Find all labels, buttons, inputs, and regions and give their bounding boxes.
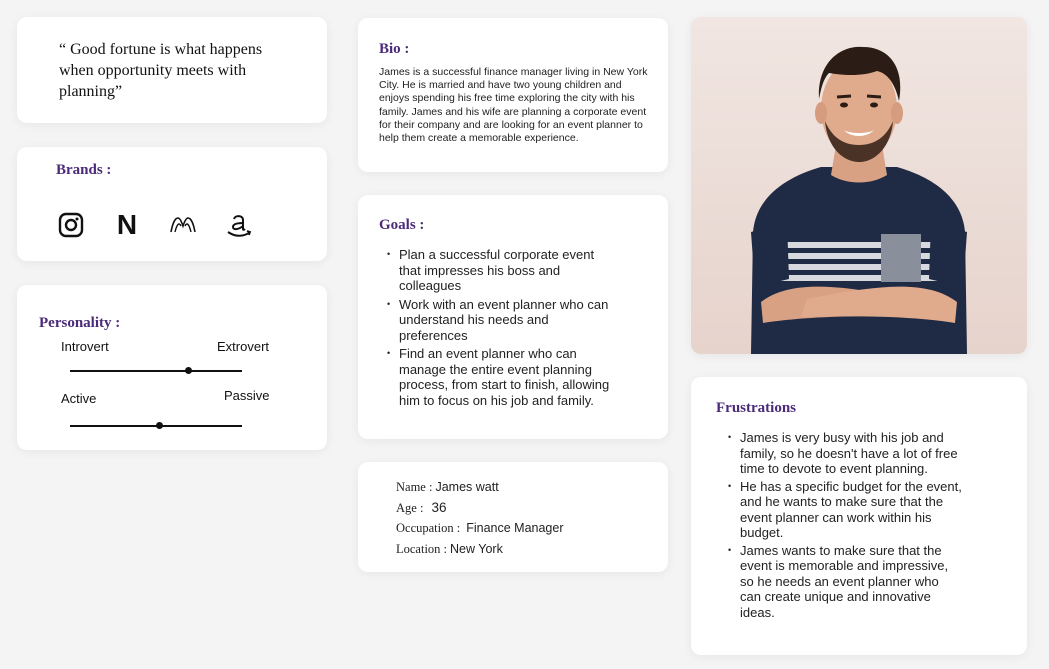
list-item: • He has a specific budget for the event, and he wants to make sure that the event planner can work within his budget. [728,479,963,541]
extrovert-label: Extrovert [217,339,270,354]
goals-card [358,195,668,439]
brands-heading: Brands : [56,162,112,178]
list-item: • Plan a successful corporate event that impresses his boss and colleagues [387,247,617,294]
introvert-extrovert-slider[interactable] [70,370,242,372]
location-label: Location : [396,542,448,556]
netflix-icon [113,211,141,239]
brands-icon-row [57,211,281,239]
name-value: James watt [435,480,499,494]
slider-knob[interactable] [185,367,192,374]
info-card [358,462,668,572]
name-label: Name : [396,480,433,494]
age-row [396,500,446,516]
occupation-row [396,521,564,536]
personality-card [17,285,327,450]
list-item: • Work with an event planner who can understand his needs and preferences [387,297,617,344]
location-value: New York [450,542,503,556]
quote-text: “ Good fortune is what happens when opportunity meets with planning” [59,41,263,100]
frustrations-card [691,377,1027,655]
list-item: • James wants to make sure that the event is memorable and impressive, so he needs an event planner who can create unique and innovative ideas. [728,543,963,621]
frustrations-list [728,430,963,622]
frustrations-heading: Frustrations [716,400,796,416]
bio-heading: Bio : [379,41,410,57]
active-passive-slider[interactable] [70,425,242,427]
location-row [396,542,503,557]
active-label: Active [61,391,97,406]
list-item: • James is very busy with his job and family, so he doesn't have a lot of free time to devote to event planning. [728,430,963,477]
introvert-label: Introvert [61,339,109,354]
instagram-icon [57,211,85,239]
age-value: 36 [431,500,447,515]
brands-card [17,147,327,261]
bio-card [358,18,668,172]
amazon-icon [225,211,253,239]
profile-photo [691,17,1027,354]
meta-icon [169,211,197,239]
netflix-letter: N [116,209,138,240]
goals-list [387,247,617,411]
occupation-value: Finance Manager [466,521,564,535]
name-row [396,480,499,495]
personality-heading: Personality : [39,315,121,331]
person-illustration [691,17,1027,354]
occupation-label: Occupation : [396,521,461,535]
quote-card [17,17,327,123]
goals-heading: Goals : [379,217,425,233]
list-item: • Find an event planner who can manage the entire event planning process, from start to finish, allowing him to focus on his job and family. [387,346,617,408]
bio-text: James is a successful finance manager living in New York City. He is married and have two young children and enjoys spending his free time exploring the city with his family. James and his wife are planning a corporate event for their company and are looking for an event planner to help them create a memorable experience. [379,66,648,145]
passive-label: Passive [224,388,270,403]
slider-knob[interactable] [156,422,163,429]
age-label: Age : [396,501,424,515]
